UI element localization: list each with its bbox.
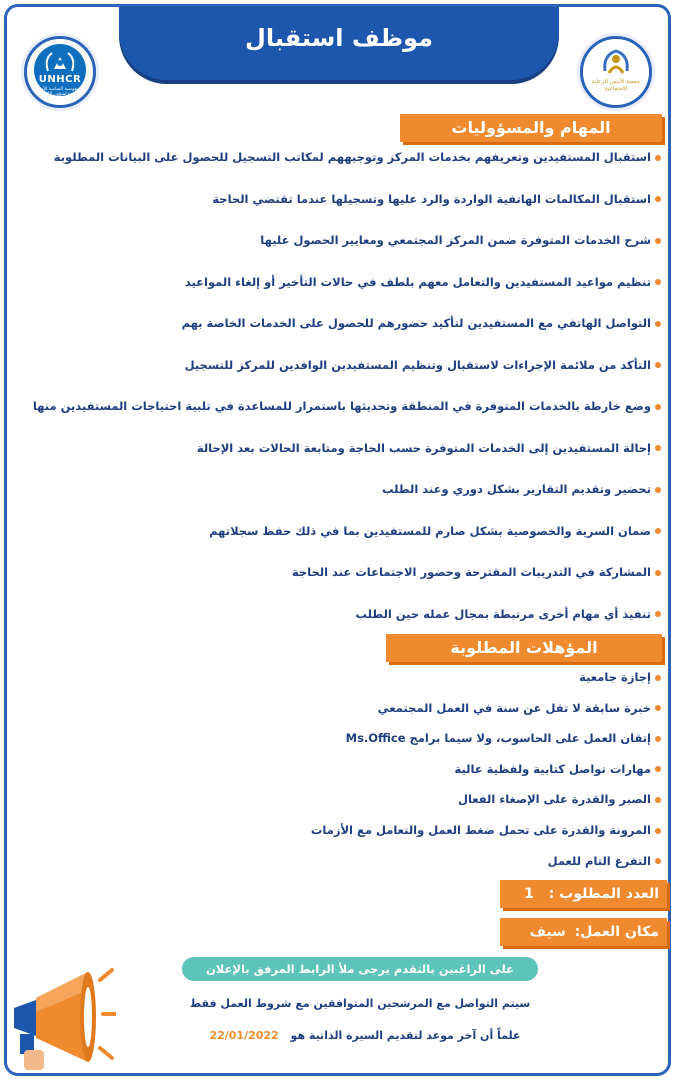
deadline-text: علماً أن آخر موعد لتقديم السيرة الذاتية هو bbox=[290, 1029, 521, 1042]
title-banner bbox=[119, 7, 559, 80]
bullet-icon bbox=[655, 570, 661, 576]
list-item-text: التأكد من ملائمة الإجراءات لاستقبال وتنظيم المستفيدين الوافدين للمركز للتسجيل bbox=[184, 357, 651, 372]
bullet-icon bbox=[655, 196, 661, 202]
bullet-icon bbox=[655, 279, 661, 285]
tasks-heading: المهام والمسؤوليات bbox=[400, 114, 662, 142]
list-item bbox=[20, 233, 661, 247]
bullet-icon bbox=[655, 321, 661, 327]
list-item bbox=[20, 762, 661, 776]
list-item-text: التواصل الهاتفي مع المستفيدين لتأكيد حضورهم للحصول على الخدمات الخاصة بهم bbox=[181, 316, 651, 330]
bullet-icon bbox=[655, 858, 661, 864]
deadline-note bbox=[150, 1029, 580, 1042]
list-item bbox=[20, 441, 661, 455]
list-item bbox=[20, 192, 661, 206]
bullet-icon bbox=[655, 766, 661, 772]
bullet-icon bbox=[655, 736, 661, 742]
list-item bbox=[20, 792, 661, 806]
list-item bbox=[20, 524, 661, 538]
bullet-icon bbox=[655, 675, 661, 681]
list-item bbox=[20, 670, 661, 684]
list-item-text: شرح الخدمات المتوفرة ضمن المركز المجتمعي ومعايير الحصول عليها bbox=[260, 233, 651, 247]
list-item-text: المشاركة في التدريبات المقترحة وحضور الاجتماعات عند الحاجة bbox=[291, 565, 651, 579]
list-item-text: تحضير وتقديم التقارير بشكل دوري وعند الطلب bbox=[381, 482, 651, 496]
list-item bbox=[20, 854, 661, 868]
megaphone-icon bbox=[6, 950, 116, 1070]
bullet-icon bbox=[655, 487, 661, 493]
list-item-text: الصبر والقدرة على الإصغاء الفعال bbox=[457, 792, 651, 807]
list-item-text: استقبال المكالمات الهاتفية الواردة والرد عليها وتسجيلها عندما تقتضي الحاجة bbox=[212, 191, 651, 206]
deadline-date: 22/01/2022 bbox=[209, 1029, 279, 1042]
list-item bbox=[20, 731, 661, 745]
list-item-text: المرونة والقدرة على تحمل ضغط العمل والتعامل مع الأزمات bbox=[310, 823, 651, 837]
unhcr-logo-disc bbox=[34, 44, 86, 96]
bullet-icon bbox=[655, 705, 661, 711]
unhcr-logo-name: UNHCR bbox=[38, 74, 82, 85]
bullet-icon bbox=[655, 445, 661, 451]
list-item bbox=[20, 275, 661, 289]
list-item bbox=[20, 701, 661, 715]
bullet-icon bbox=[655, 362, 661, 368]
list-item-text: ضمان السرية والخصوصية بشكل صارم للمستفيدين بما في ذلك حفظ سجلاتهم bbox=[209, 523, 651, 538]
bullet-icon bbox=[655, 238, 661, 244]
bullet-icon bbox=[655, 828, 661, 834]
qualifications-heading: المؤهلات المطلوبة bbox=[386, 634, 662, 662]
work-location-label: مكان العمل: bbox=[574, 924, 659, 940]
unhcr-logo bbox=[24, 36, 96, 108]
association-logo-text: جمعية الأنيس للرعاية الاجتماعية bbox=[591, 79, 641, 92]
bullet-icon bbox=[655, 155, 661, 161]
list-item-text: خبرة سابقة لا تقل عن سنة في العمل المجتمعي bbox=[377, 700, 651, 715]
list-item-text: تنظيم مواعيد المستفيدين والتعامل معهم بلطف في حالات التأخير أو إلغاء المواعيد bbox=[184, 274, 651, 289]
required-count-value: 1 bbox=[524, 886, 534, 902]
association-logo bbox=[580, 36, 652, 108]
bullet-icon bbox=[655, 611, 661, 617]
work-location-value: سيف الدولة bbox=[529, 924, 659, 968]
work-location-box bbox=[500, 918, 667, 968]
required-count-box bbox=[500, 880, 667, 908]
list-item-text: وضع خارطة بالخدمات المتوفرة في المنطقة وتحديثها باستمرار للمساعدة في تلبية احتياجات المستفيدين منها bbox=[32, 399, 651, 413]
unhcr-logo-subtitle: المفوضية السامية للأمم المتحدة لشؤون اللاجئين bbox=[37, 87, 83, 97]
list-item bbox=[20, 482, 661, 496]
list-item-text: استقبال المستفيدين وتعريفهم بخدمات المركز وتوجيههم لمكاتب التسجيل للحصول على البيانات المطلوبة bbox=[53, 150, 651, 164]
association-emblem-icon bbox=[583, 41, 649, 81]
bullet-icon bbox=[655, 528, 661, 534]
header bbox=[7, 7, 668, 100]
apply-instruction: على الراغبين بالتقدم يرجى ملأ الرابط المرفق بالإعلان bbox=[182, 957, 538, 981]
required-count-label: العدد المطلوب : bbox=[548, 886, 659, 902]
bullet-icon bbox=[655, 797, 661, 803]
list-item-text: إتقان العمل على الحاسوب، ولا سيما برامج Ms.Office bbox=[345, 731, 651, 746]
list-item-text: إحالة المستفيدين إلى الخدمات المتوفرة حسب الحاجة ومتابعة الحالات بعد الإحالة bbox=[196, 440, 651, 455]
page-border bbox=[4, 4, 671, 1076]
page-title: موظف استقبال bbox=[245, 24, 433, 52]
list-item bbox=[20, 565, 661, 579]
list-item bbox=[20, 607, 661, 621]
contact-note: سيتم التواصل مع المرشحين المتوافقين مع شروط العمل فقط bbox=[189, 997, 531, 1010]
list-item-text: التفرغ التام للعمل bbox=[547, 853, 651, 868]
list-item bbox=[20, 358, 661, 372]
list-item bbox=[20, 823, 661, 837]
list-item-text: تنفيذ أي مهام أخرى مرتبطة بمجال عمله حين الطلب bbox=[355, 606, 651, 621]
list-item bbox=[20, 399, 661, 413]
list-item bbox=[20, 316, 661, 330]
bullet-icon bbox=[655, 404, 661, 410]
list-item-text: مهارات تواصل كتابية ولفظية عالية bbox=[454, 761, 651, 776]
unhcr-emblem-icon bbox=[34, 47, 86, 77]
list-item-text: إجازة جامعية bbox=[579, 670, 651, 684]
list-item bbox=[20, 150, 661, 164]
